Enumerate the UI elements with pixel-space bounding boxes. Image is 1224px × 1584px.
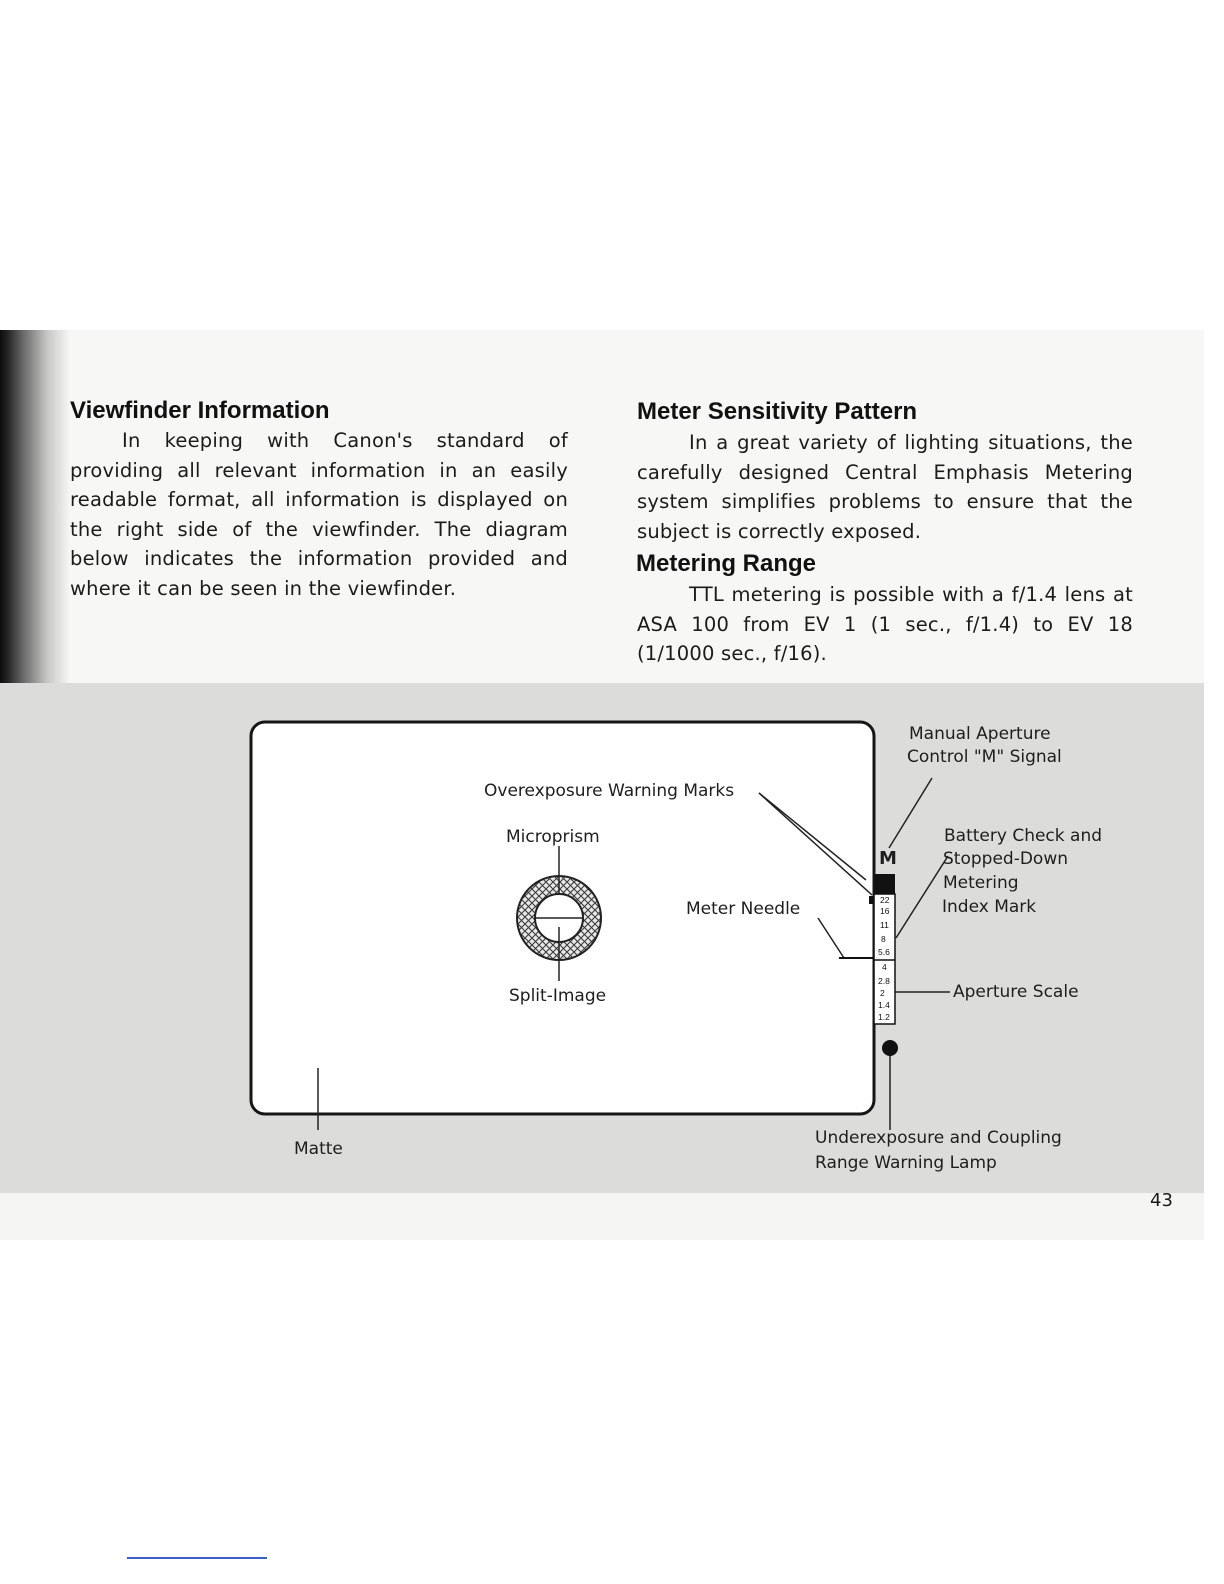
scale-value: 4 bbox=[882, 962, 887, 972]
m-signal: M bbox=[879, 848, 897, 869]
manual-aperture-label-line2: Control "M" Signal bbox=[907, 747, 1062, 767]
bottom-margin bbox=[0, 1193, 1204, 1240]
metering-range-heading: Metering Range bbox=[636, 550, 817, 577]
battery-check-leader bbox=[896, 856, 948, 938]
scale-value: 11 bbox=[880, 920, 889, 930]
scale-value: 1.4 bbox=[878, 1000, 890, 1010]
blue-underline-mark bbox=[127, 1557, 267, 1559]
battery-check-label-line4: Index Mark bbox=[942, 897, 1037, 917]
microprism-label: Microprism bbox=[506, 827, 600, 847]
battery-check-label-line1: Battery Check and bbox=[944, 826, 1103, 846]
underexposure-lamp bbox=[882, 1040, 898, 1056]
scale-value: 8 bbox=[881, 934, 886, 944]
underexposure-label-line1: Underexposure and Coupling bbox=[815, 1128, 1062, 1148]
viewfinder-diagram bbox=[0, 683, 1204, 1193]
viewfinder-information-paragraph: In keeping with Canon's standard of providing all relevant information in an easily readable format, all information is displayed on the right side of the viewfinder. The diagram below indicates the information provided and where it can be seen in the viewfinder. bbox=[70, 429, 568, 600]
meter-sensitivity-paragraph: In a great variety of lighting situations, the carefully designed Central Emphasis Metering system simplifies problems to ensure that the subject is correctly exposed. bbox=[637, 431, 1133, 543]
aperture-scale-label: Aperture Scale bbox=[953, 982, 1079, 1002]
overexposure-label: Overexposure Warning Marks bbox=[484, 781, 735, 801]
scale-value: 2.8 bbox=[878, 976, 890, 986]
battery-check-label-line2: Stopped-Down bbox=[943, 849, 1068, 869]
meter-needle-label: Meter Needle bbox=[686, 899, 801, 919]
page-number: 43 bbox=[1150, 1190, 1173, 1211]
scale-value: 5.6 bbox=[878, 947, 890, 957]
scale-value: 22 bbox=[880, 895, 890, 905]
battery-check-label-line3: Metering bbox=[943, 873, 1019, 893]
scale-value: 16 bbox=[880, 906, 890, 916]
scale-value: 2 bbox=[880, 988, 885, 998]
scale-value: 1.2 bbox=[878, 1012, 890, 1022]
metering-range-paragraph: TTL metering is possible with a f/1.4 lens at ASA 100 from EV 1 (1 sec., f/1.4) to EV 18 (1/1000 sec., f/16). bbox=[637, 583, 1133, 665]
matte-label: Matte bbox=[294, 1139, 343, 1159]
viewfinder-information-heading: Viewfinder Information bbox=[70, 397, 330, 424]
split-image-label: Split-Image bbox=[509, 986, 607, 1006]
manual-aperture-label-line1: Manual Aperture bbox=[909, 724, 1051, 744]
m-signal-leader bbox=[889, 778, 932, 848]
meter-sensitivity-heading: Meter Sensitivity Pattern bbox=[637, 398, 918, 425]
underexposure-label-line2: Range Warning Lamp bbox=[815, 1153, 997, 1173]
